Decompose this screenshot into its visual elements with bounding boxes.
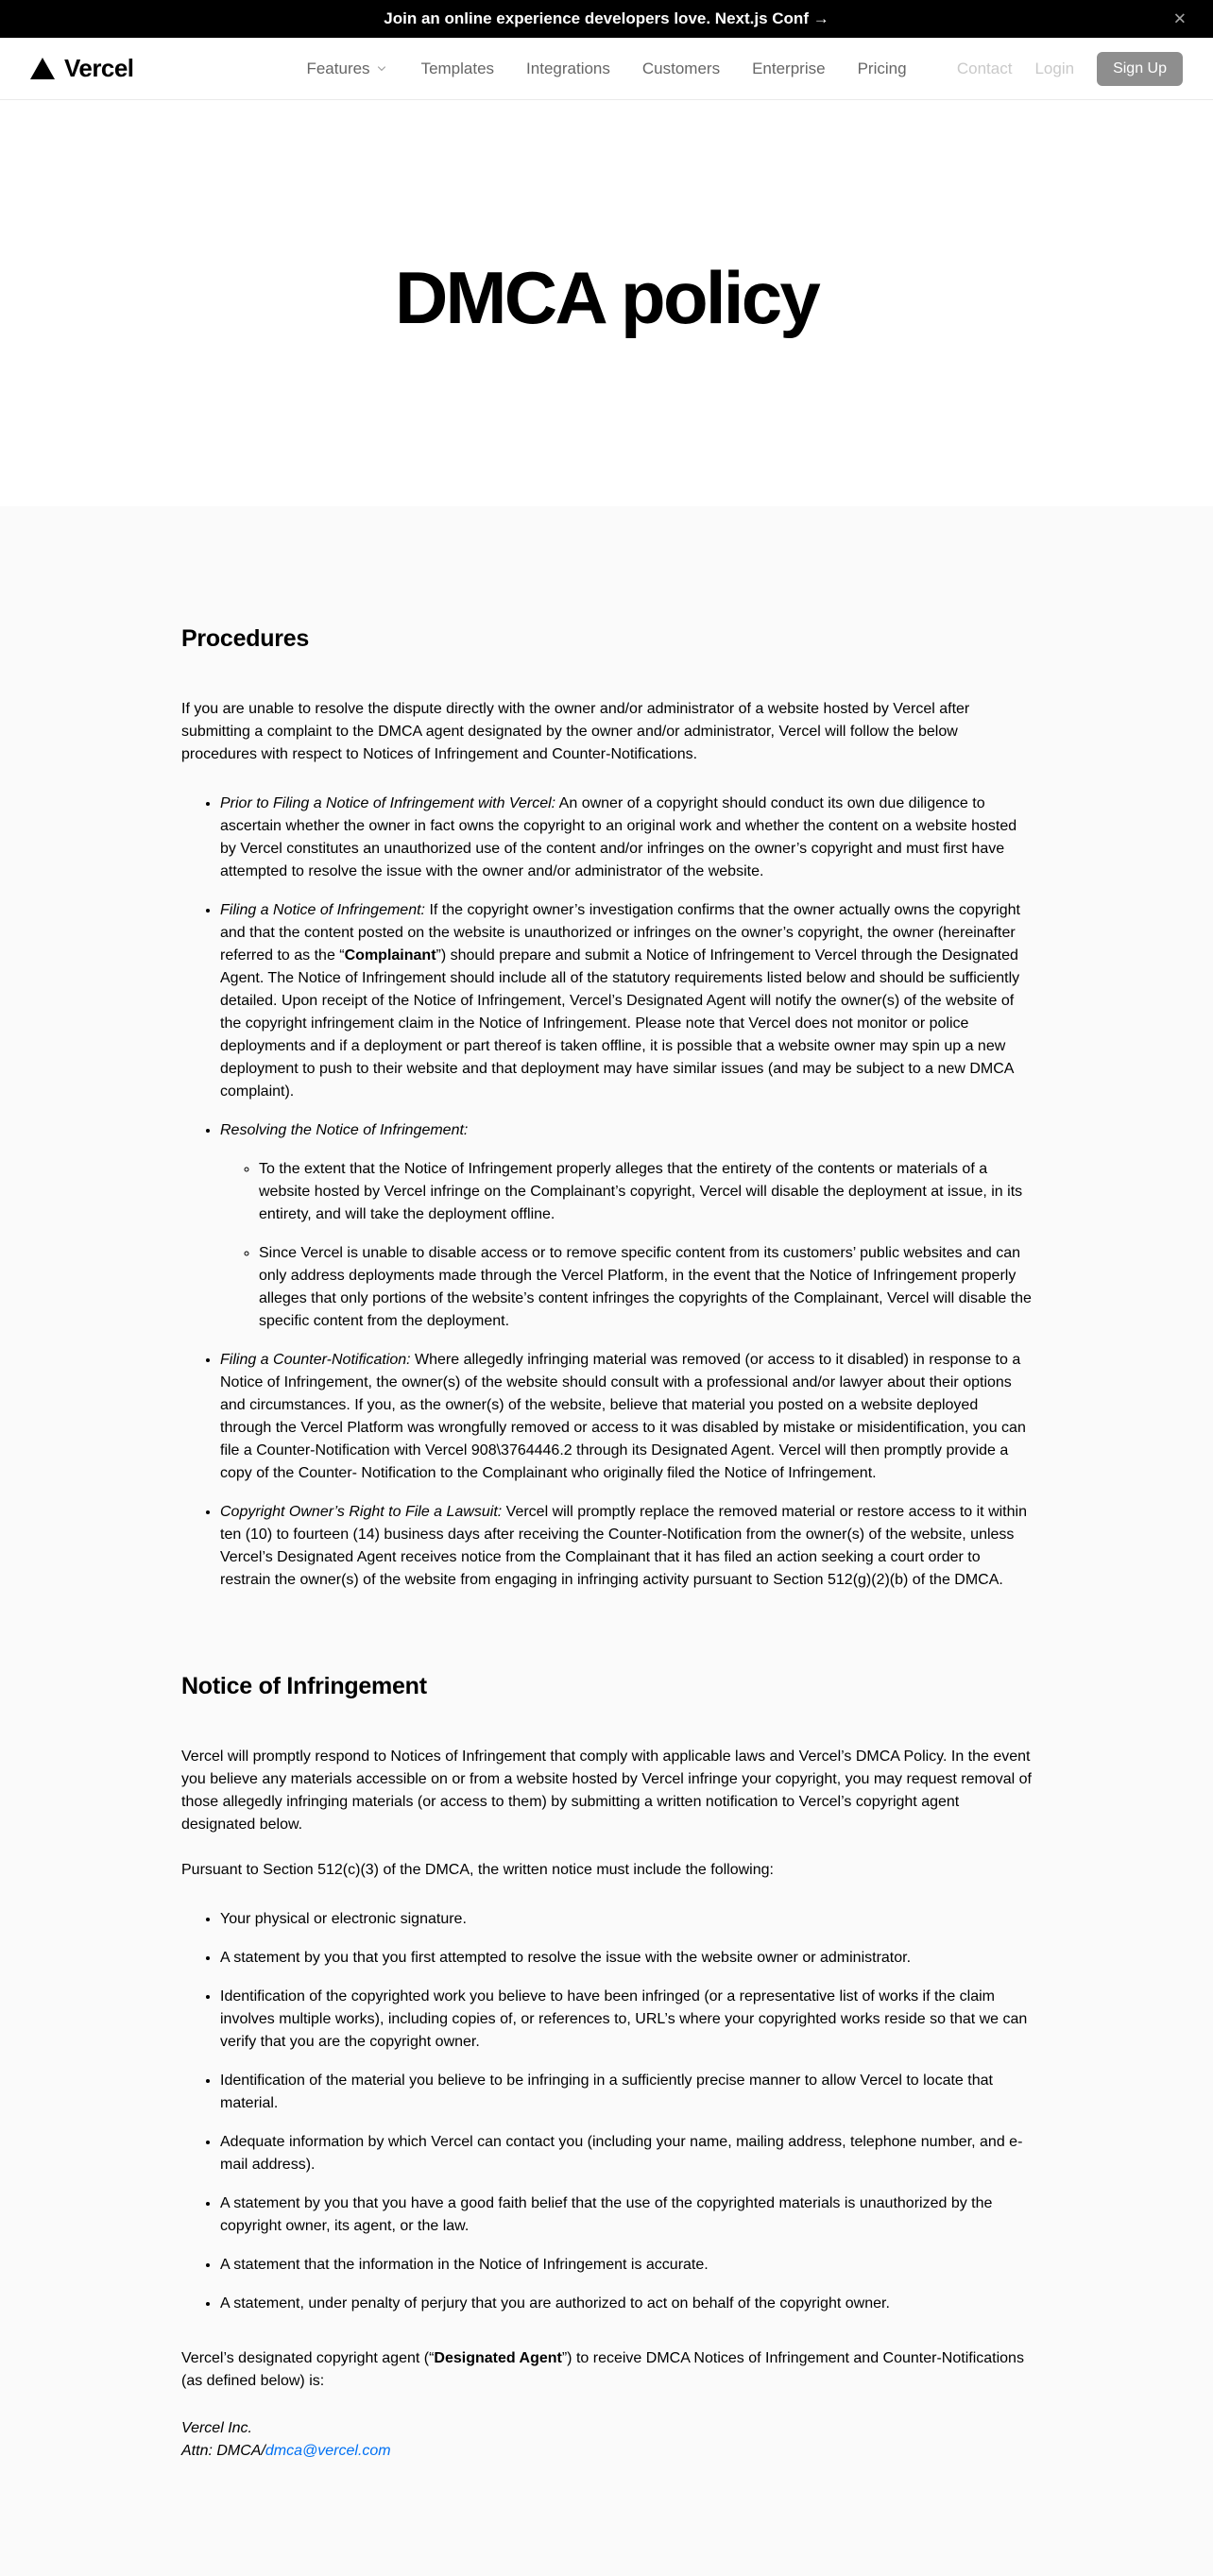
- vercel-triangle-icon: [30, 58, 55, 79]
- main-nav: [306, 60, 906, 78]
- list-item-filing: [220, 899, 1032, 1103]
- requirement-work-identification: • Identification of the copyrighted work you believe to have been infringed (or a representative list of works if the claim involves multiple works), including copies of, or references to, URL’s where your copyrighted works reside so that we can verify that you are the copyright owner.: [220, 1986, 1032, 2054]
- list-item-filing-text-2: ”) should prepare and submit a Notice of Infringement to Vercel through the Designated Agent. The Notice of Infringement should include all of the statutory requirements listed below and should be sufficiently detailed. Upon receipt of the Notice of Infringement, Vercel’s Designated Agent will notify the owner(s) of the website of the copyright infringement claim in the Notice of Infringement. Please note that Vercel does not monitor or police deployments and if a deployment or part thereof is taken offline, it is possible that a website owner may spin up a new deployment to push to their website and that deployment may have similar issues (and may be subject to a new DMCA complaint).: [220, 947, 1020, 1100]
- list-item-counter-lead: Filing a Counter-Notification:: [220, 1352, 411, 1368]
- close-icon[interactable]: ✕: [1172, 9, 1187, 28]
- resolving-sub-list: [220, 1158, 1032, 1333]
- nav-item-customers[interactable]: Customers: [641, 59, 721, 77]
- announcement-banner: [0, 0, 1213, 38]
- list-item-counter-text: Where allegedly infringing material was removed (or access to it disabled) in response to a Notice of Infringement, the owner(s) of the website should consult with a professional and/or lawyer about their options and circumstances. If you, as the owner(s) of the website, believe that material you posted on a website deployed through the Vercel Platform was wrongfully removed or access to it was disabled by mistake or misidentification, you can file a Counter-Notification with Vercel 908\3764446.2 through its Designated Agent. Vercel will then promptly provide a copy of the Counter- Notification to the Complainant who originally filed the Notice of Infringement.: [220, 1352, 1026, 1481]
- notice-pursuant: Pursuant to Section 512(c)(3) of the DMCA, the written notice must include the following:: [181, 1862, 774, 1878]
- notice-requirements-list: [181, 1908, 1032, 2315]
- list-item-prior-lead: Prior to Filing a Notice of Infringement with Vercel:: [220, 795, 556, 811]
- procedures-heading: Procedures: [181, 625, 310, 652]
- sub-list-item-entirety: ◦ To the extent that the Notice of Infringement properly alleges that the entirety of the contents or materials of a website hosted by Vercel infringe on the Complainant’s copyright, Vercel will disable the deployment at issue, in its entirety, and will take the deployment offline.: [259, 1158, 1032, 1226]
- requirement-signature: • Your physical or electronic signature.: [220, 1908, 1032, 1931]
- nav-item-integrations[interactable]: Integrations: [526, 59, 610, 77]
- requirement-contact-info: • Adequate information by which Vercel can contact you (including your name, mailing address, telephone number, and e-mail address).: [220, 2131, 1032, 2176]
- requirement-attempted-resolution: • A statement by you that you first attempted to resolve the issue with the website owner or administrator.: [220, 1947, 1032, 1970]
- chevron-down-icon: [375, 61, 389, 76]
- agent-address: [181, 2417, 1032, 2463]
- agent-attn-line: [181, 2440, 1032, 2463]
- agent-attn-label: Attn: DMCA/: [181, 2443, 265, 2459]
- announcement-link[interactable]: Join an online experience developers love. Next.js Conf →: [384, 9, 829, 27]
- designated-agent-term: Designated Agent: [434, 2350, 562, 2366]
- dmca-email-link[interactable]: dmca@vercel.com: [265, 2443, 391, 2459]
- nav-item-features[interactable]: [306, 60, 388, 78]
- agent-text-1: Vercel’s designated copyright agent (“: [181, 2350, 435, 2366]
- contact-link[interactable]: Contact: [956, 59, 1013, 77]
- header-actions: [957, 52, 1183, 86]
- nav-item-features-label: Features: [306, 59, 370, 77]
- nav-item-templates[interactable]: Templates: [420, 59, 495, 77]
- vercel-logo[interactable]: [30, 54, 134, 83]
- requirement-perjury: • A statement, under penalty of perjury that you are authorized to act on behalf of the copyright owner.: [220, 2293, 1032, 2315]
- procedures-intro: If you are unable to resolve the dispute directly with the owner and/or administrator of a website hosted by Vercel after submitting a complaint to the DMCA agent designated by the owner and/or administrator, Vercel will follow the below procedures with respect to Notices of Infringement and Counter-Notifications.: [181, 701, 970, 762]
- list-item-resolving: [220, 1119, 1032, 1333]
- page-title: DMCA policy: [394, 256, 819, 339]
- list-item-prior: [220, 793, 1032, 883]
- complainant-term: Complainant: [344, 947, 436, 964]
- requirement-material-identification: • Identification of the material you believe to be infringing in a sufficiently precise manner to allow Vercel to locate that material.: [220, 2070, 1032, 2115]
- sub-list-item-portions: ◦ Since Vercel is unable to disable access or to remove specific content from its customers’ public websites and can only address deployments made through the Vercel Platform, in the event that the Notice of Infringement properly alleges that only portions of the website’s content infringes the copyrights of the Complainant, Vercel will disable the specific content from the deployment.: [259, 1242, 1032, 1333]
- list-item-lawsuit: [220, 1501, 1032, 1592]
- policy-content: [0, 506, 1213, 2576]
- notice-intro: Vercel will promptly respond to Notices of Infringement that comply with applicable laws and Vercel’s DMCA Policy. In the event you believe any materials accessible on or from a website hosted by Vercel infringe your copyright, you may request removal of those allegedly infringing materials (or access to them) by submitting a written notification to Vercel’s copyright agent designated below.: [181, 1749, 1032, 1833]
- agent-company-name: Vercel Inc.: [181, 2420, 252, 2436]
- list-item-resolving-lead: Resolving the Notice of Infringement:: [220, 1122, 469, 1138]
- requirement-accuracy: • A statement that the information in the Notice of Infringement is accurate.: [220, 2254, 1032, 2277]
- list-item-lawsuit-text: Vercel will promptly replace the removed material or restore access to it within ten (10) to fourteen (14) business days after receiving the Counter-Notification from the owner(s) of the website, unless Vercel’s Designated Agent receives notice from the Complainant that it has filed an action seeking a court order to restrain the owner(s) of the website from engaging in infringing activity pursuant to Section 512(g)(2)(b) of the DMCA.: [220, 1504, 1027, 1588]
- agent-company: [181, 2417, 1032, 2440]
- requirement-good-faith: • A statement by you that you have a good faith belief that the use of the copyrighted materials is unauthorized by the copyright owner, its agent, or the law.: [220, 2192, 1032, 2238]
- nav-item-enterprise[interactable]: Enterprise: [752, 59, 826, 77]
- list-item-filing-lead: Filing a Notice of Infringement:: [220, 902, 425, 918]
- signup-button[interactable]: Sign Up: [1097, 52, 1183, 86]
- agent-text-2: ”) to receive DMCA Notices of Infringement and Counter-Notifications (as defined below) is:: [181, 2350, 1024, 2389]
- list-item-prior-text: An owner of a copyright should conduct its own due diligence to ascertain whether the owner in fact owns the copyright to an original work and whether the content on a website hosted by Vercel constitutes an unauthorized use of the content and/or infringes on the owner’s copyright and must first have attempted to resolve the issue with the owner and/or administrator of the website.: [220, 795, 1017, 879]
- list-item-filing-text-1: If the copyright owner’s investigation confirms that the owner actually owns the copyright and that the content posted on the website is unauthorized or infringes on the owner’s copyright, the owner (hereinafter referred to as the “: [220, 902, 1020, 964]
- login-link[interactable]: Login: [1034, 59, 1075, 77]
- brand-name: Vercel: [64, 54, 134, 82]
- list-item-lawsuit-lead: Copyright Owner’s Right to File a Lawsuit:: [220, 1504, 503, 1520]
- notice-heading: Notice of Infringement: [181, 1673, 427, 1699]
- list-item-counter: [220, 1349, 1032, 1485]
- hero-section: [0, 100, 1213, 506]
- designated-agent-paragraph: [181, 2347, 1032, 2393]
- site-header: [0, 38, 1213, 100]
- procedures-list: [181, 793, 1032, 1592]
- nav-item-pricing[interactable]: Pricing: [857, 59, 907, 77]
